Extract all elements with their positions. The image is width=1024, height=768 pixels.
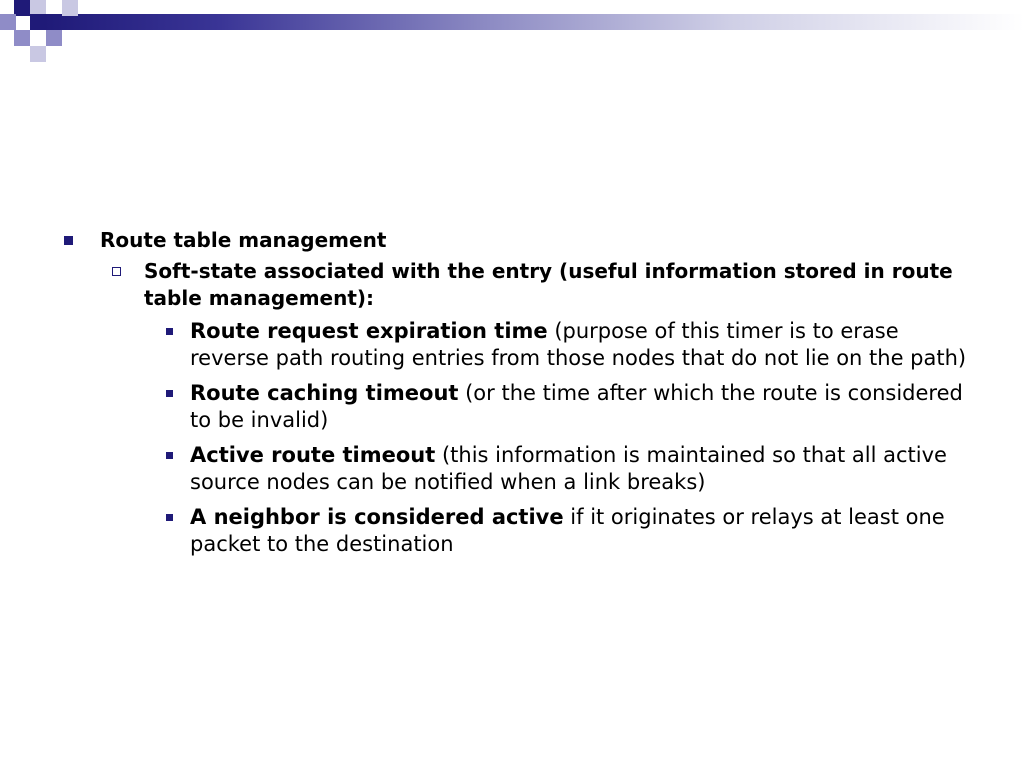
bullet-item-level1 — [60, 226, 970, 254]
hollow-square-bullet-icon — [112, 267, 121, 276]
bullet-item-level3 — [60, 504, 970, 558]
bullet-bold-text: A neighbor is considered active — [190, 505, 564, 529]
bullet-text: (this information is maintained so that all active source nodes can be notified when a link breaks) — [190, 443, 947, 494]
bullet-item-level2 — [60, 258, 970, 312]
header-square-decoration — [14, 0, 30, 16]
bullet-bold-text: Route request expiration time — [190, 319, 548, 343]
bullet-text: (or the time after which the route is considered to be invalid) — [190, 381, 963, 432]
bullet-text: (purpose of this timer is to erase reverse path routing entries from those nodes that do not lie on the path) — [190, 319, 967, 370]
bullet-bold-text: Route caching timeout — [190, 381, 459, 405]
header-square-decoration — [14, 30, 30, 46]
square-bullet-icon — [64, 236, 73, 245]
square-bullet-icon — [166, 328, 173, 335]
header-square-decoration — [30, 14, 46, 30]
header-square-decoration — [30, 46, 46, 62]
header-square-decoration — [0, 14, 16, 30]
square-bullet-icon — [166, 452, 173, 459]
bullet-item-level3 — [60, 442, 970, 496]
bullet-bold-text: Active route timeout — [190, 443, 436, 467]
header-square-decoration — [62, 0, 78, 16]
header-square-decoration — [46, 30, 62, 46]
bullet-text: if it originates or relays at least one packet to the destination — [190, 505, 945, 556]
bullet-text: Route table management — [100, 228, 387, 252]
bullet-text: Soft-state associated with the entry (useful information stored in route table management): — [144, 259, 953, 310]
bullet-item-level3 — [60, 380, 970, 434]
square-bullet-icon — [166, 390, 173, 397]
square-bullet-icon — [166, 514, 173, 521]
header-gradient-bar — [44, 14, 1024, 30]
slide-body — [60, 226, 970, 566]
bullet-item-level3 — [60, 318, 970, 372]
